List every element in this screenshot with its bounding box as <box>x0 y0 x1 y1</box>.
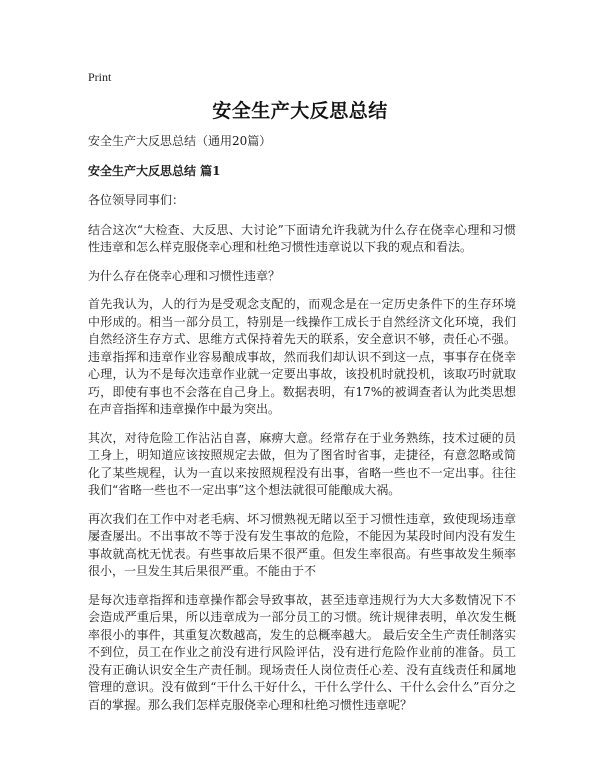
paragraph-third: 再次我们在工作中对老毛病、坏习惯熟视无睹以至于习惯性违章，致使现场违章屡查屡出。不出事故不等于没有发生事故的危险，不能因为某段时间内没有发生事故就高枕无忧表。有些事故后果不很严重。但发生率很高。有些事故发生频率很小，一旦发生其后果很严重。不能由于不 <box>88 511 516 578</box>
paragraph-intro: 结合这次“大检查、大反思、大讨论”下面请允许我就为什么存在侥幸心理和习惯性违章和怎么样克服侥幸心理和杜绝习惯性违章说以下我的观点和看法。 <box>88 222 516 254</box>
section-heading: 安全生产大反思总结 篇1 <box>88 163 221 178</box>
document-title: 安全生产大反思总结 <box>212 100 388 122</box>
document-subtitle: 安全生产大反思总结（通用20篇） <box>88 134 272 148</box>
paragraph-fourth: 是每次违章指挥和违章操作都会导致事故，甚至违章违规行为大大多数情况下不会造成严重后果，所以违章成为一部分员工的习惯。统计规律表明，单次发生概率很小的事件，其重复次数越高，发生的总概率越大。 最后安全生产责任制落实不到位，员工在作业之前没有进行风险评估，没有进行危险作业前的准备。员工没有正确认识安全生产责任制。现场责任人岗位责任心差、没有直线责任和属地管理的意识。没有做到“干什么干好什么，干什么学什么、干什么会什么”百分之百的掌握。那么我们怎样克服侥幸心理和杜绝习惯性违章呢？ <box>88 592 516 712</box>
document-body <box>88 133 516 725</box>
paragraph-question: 为什么存在侥幸心理和习惯性违章？ <box>88 268 281 283</box>
paragraph-first: 首先我认为，人的行为是受观念支配的，而观念是在一定历史条件下的生存环境中形成的。相当一部分员工，特别是一线操作工成长于自然经济文化环境，我们自然经济生存方式、思维方式保持着先天的联系，安全意识不够，责任心不强。违章指挥和违章作业容易酿成事故，然而我们却认识不到这一点，事事存在侥幸心理，认为不是每次违章作业就一定要出事故，该投机时就投机，该取巧时就取巧，即使有事也不会落在自己身上。数据表明，有17%的被调查者认为此类思想在声音指挥和违章操作中最为突出。 <box>88 297 516 416</box>
paragraph-second: 其次，对待危险工作沾沾自喜，麻痹大意。经常存在于业务熟练，技术过硬的员工身上，明知道应该按照规定去做，但为了图省时省事，走捷径，有意忽略或简化了某些规程，认为一直以来按照规程没有出事，省略一些也不一定出事。往往我们“省略一些也不一定出事”这个想法就很可能酿成大祸。 <box>88 430 516 497</box>
greeting: 各位领导同事们： <box>88 193 185 207</box>
print-label: Print <box>88 70 112 84</box>
